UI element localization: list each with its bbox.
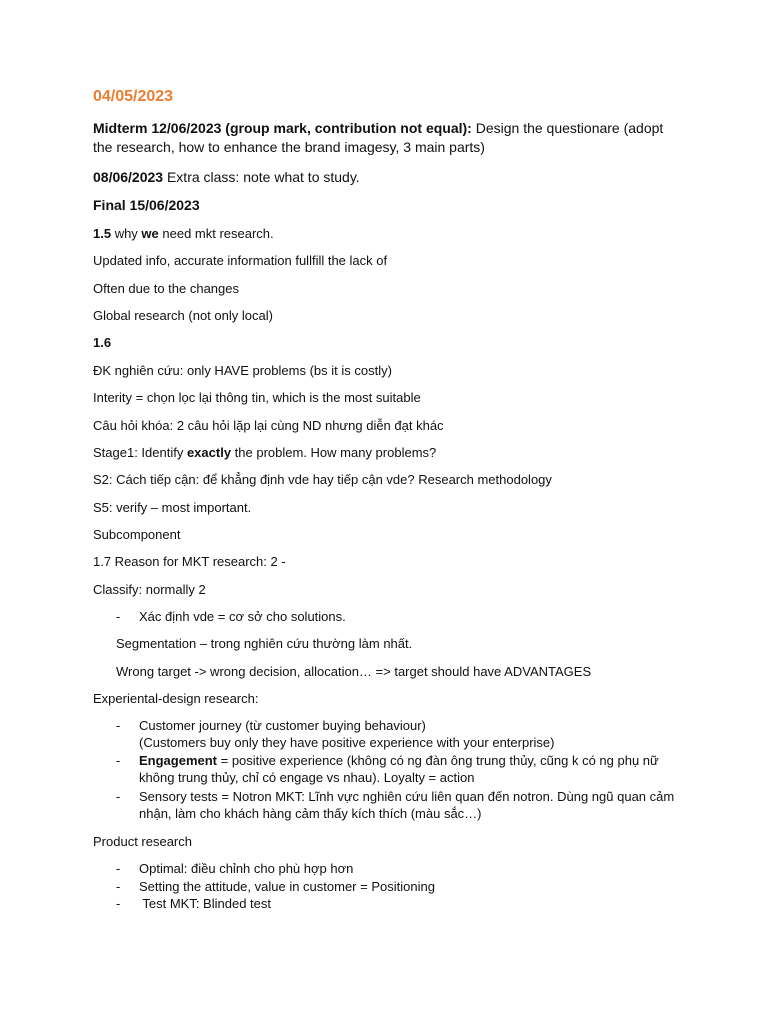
text-line: Subcomponent xyxy=(93,527,181,542)
emphasis-text: we xyxy=(141,226,159,241)
list-item-text: Optimal: điều chỉnh cho phù hợp hơn xyxy=(139,861,354,876)
emphasis-text: Engagement xyxy=(139,753,218,768)
text-line: Experiental-design research: xyxy=(93,691,259,706)
list-item-text xyxy=(139,752,679,786)
list-item xyxy=(116,895,271,912)
list-item xyxy=(116,608,346,625)
text-line: ĐK nghiên cứu: only HAVE problems (bs it is costly) xyxy=(93,363,392,378)
list-item xyxy=(116,860,354,877)
text-line: Câu hỏi khóa: 2 câu hỏi lặp lại cùng ND nhưng diễn đạt khác xyxy=(93,418,444,433)
section-1-6-line xyxy=(93,334,111,351)
list-item-text: Setting the attitude, value in customer = Positioning xyxy=(139,879,435,894)
text-line: Often due to the changes xyxy=(93,281,239,296)
section-1-5-line xyxy=(93,225,274,242)
list-item xyxy=(116,717,555,750)
midterm-line xyxy=(93,119,673,157)
bullet-dash-icon: - xyxy=(116,789,121,804)
final-line xyxy=(93,196,200,215)
text-line: Segmentation – trong nghiên cứu thường làm nhất. xyxy=(116,636,413,651)
bullet-dash-icon: - xyxy=(116,718,121,733)
list-item xyxy=(116,878,435,895)
bullet-dash-icon: - xyxy=(116,896,121,911)
midterm-text: Design the questionare (adopt the research, how to enhance the brand imagesy, 3 main parts) xyxy=(93,120,664,155)
section-number: 1.5 xyxy=(93,226,112,241)
section-number: 1.6 xyxy=(93,335,112,350)
bullet-dash-icon: - xyxy=(116,609,121,624)
emphasis-text: exactly xyxy=(186,445,232,460)
text-line: Product research xyxy=(93,834,192,849)
text-line: Global research (not only local) xyxy=(93,308,273,323)
bullet-dash-icon: - xyxy=(116,879,121,894)
text-line: 1.7 Reason for MKT research: 2 - xyxy=(93,554,286,569)
list-item xyxy=(116,788,675,821)
list-item-text: Customer journey (từ customer buying behaviour) (Customers buy only they have positive experience with your enterprise) xyxy=(139,718,555,750)
text-line: Interity = chọn lọc lại thông tin, which is the most suitable xyxy=(93,390,421,405)
bullet-dash-icon: - xyxy=(116,861,121,876)
text-line: S2: Cách tiếp cận: để khẳng định vde hay tiếp cận vde? Research methodology xyxy=(93,472,552,487)
stage1-text: the problem. How many problems? xyxy=(231,445,437,460)
list-item xyxy=(116,752,659,785)
section-text: need mkt research. xyxy=(158,226,274,241)
list-item-text: Sensory tests = Notron MKT: Lĩnh vực nghiên cứu liên quan đến notron. Dùng ngũ quan cảm nhận, làm cho khách hàng cảm thấy kích thích (màu sắc…) xyxy=(139,789,675,821)
stage1-line xyxy=(93,444,436,461)
extra-class-line xyxy=(93,168,360,187)
date-heading: 04/05/2023 xyxy=(93,88,174,105)
bullet-dash-icon: - xyxy=(116,753,121,768)
text-line: Classify: normally 2 xyxy=(93,582,206,597)
extra-class-text: Extra class: note what to study. xyxy=(163,169,360,185)
stage1-text: Stage1: Identify xyxy=(93,445,187,460)
text-line: S5: verify – most important. xyxy=(93,500,252,515)
list-item-body: = positive experience (không có ng đàn ông trung thủy, cũng k có ng phụ nữ không trung thủy, chỉ có engage vs nhau). Loyalty = action xyxy=(139,753,659,785)
extra-class-date: 08/06/2023 xyxy=(93,169,164,185)
section-text: why xyxy=(111,226,142,241)
midterm-label: Midterm 12/06/2023 (group mark, contribution not equal): xyxy=(93,120,472,136)
text-line: Updated info, accurate information fullfill the lack of xyxy=(93,253,388,268)
list-item-text: Test MKT: Blinded test xyxy=(139,896,271,911)
final-label: Final 15/06/2023 xyxy=(93,197,200,213)
list-item-text: Xác định vde = cơ sở cho solutions. xyxy=(139,609,346,624)
text-line: Wrong target -> wrong decision, allocation… => target should have ADVANTAGES xyxy=(116,664,592,679)
